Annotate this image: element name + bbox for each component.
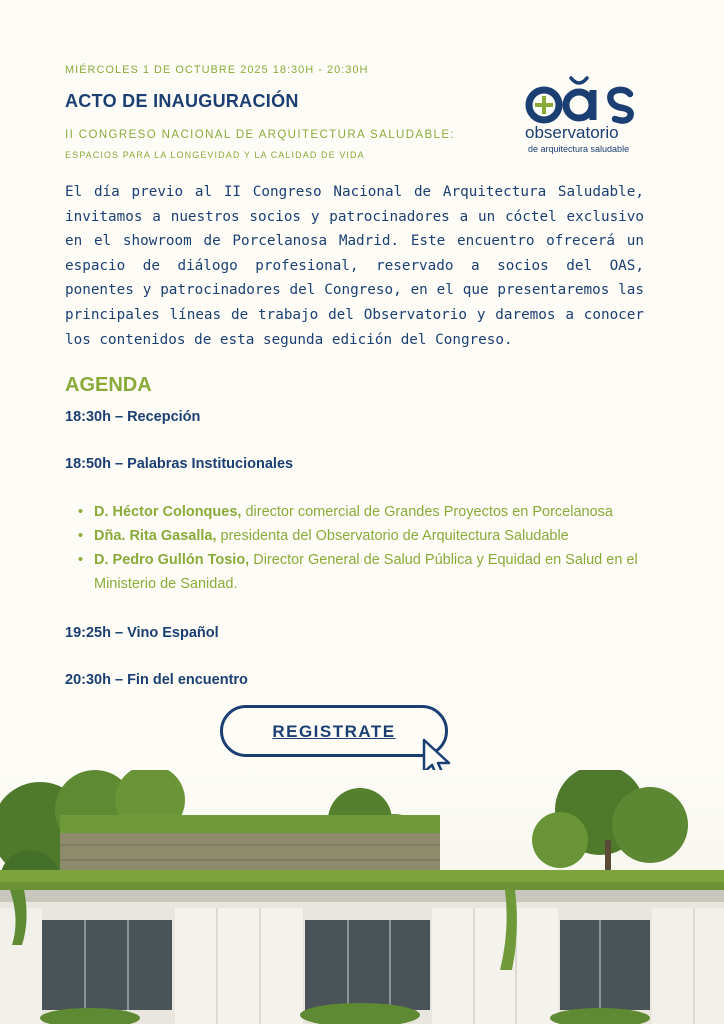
agenda-item: 20:30h – Fin del encuentro bbox=[65, 672, 248, 688]
speaker-item bbox=[78, 548, 648, 596]
logo-name: observatorio bbox=[525, 123, 619, 142]
page-title: ACTO DE INAUGURACIÓN bbox=[65, 91, 299, 111]
speaker-item bbox=[78, 524, 648, 548]
speaker-item bbox=[78, 500, 648, 524]
intro-paragraph: El día previo al II Congreso Nacional de Arquitectura Saludable, invitamos a nuestros socios y patrocinadores a un cóctel exclusivo en el showroom de Porcelanosa Madrid. Este encuentro ofrecerá un espacio de diálogo profesional, reservado a socios del OAS, ponentes y patrocinadores del Congreso, en el que presentaremos las principales líneas de trabajo del Observatorio y daremos a conocer los contenidos de esta segunda edición del Congreso. bbox=[65, 184, 644, 348]
congress-title: II CONGRESO NACIONAL DE ARQUITECTURA SALUDABLE: bbox=[65, 129, 456, 141]
agenda-item: 18:30h – Recepción bbox=[65, 409, 201, 425]
register-button-label[interactable]: REGISTRATE bbox=[272, 722, 396, 741]
speaker-name: Dña. Rita Gasalla, bbox=[94, 528, 217, 544]
green-roof-building-photo bbox=[0, 770, 724, 1024]
congress-subtitle: ESPACIOS PARA LA LONGEVIDAD Y LA CALIDAD DE VIDA bbox=[65, 150, 365, 160]
speaker-name: D. Héctor Colonques, bbox=[94, 504, 242, 520]
logo-tagline: de arquitectura saludable bbox=[528, 144, 630, 154]
speaker-role: presidenta del Observatorio de Arquitectura Saludable bbox=[216, 528, 569, 544]
speaker-role: director comercial de Grandes Proyectos en Porcelanosa bbox=[241, 504, 613, 520]
speaker-role: Director General de Salud Pública y Equidad en Salud en el Ministerio de Sanidad. bbox=[94, 552, 638, 592]
oas-logo bbox=[522, 74, 642, 158]
agenda-item: 18:50h – Palabras Institucionales bbox=[65, 456, 294, 472]
speaker-list bbox=[78, 500, 648, 596]
event-date: MIÉRCOLES 1 DE OCTUBRE 2025 18:30H - 20:30H bbox=[65, 64, 369, 76]
agenda-heading: AGENDA bbox=[65, 374, 152, 396]
speaker-name: D. Pedro Gullón Tosio, bbox=[94, 552, 250, 568]
agenda-item: 19:25h – Vino Español bbox=[65, 625, 219, 641]
register-button[interactable] bbox=[220, 705, 448, 757]
